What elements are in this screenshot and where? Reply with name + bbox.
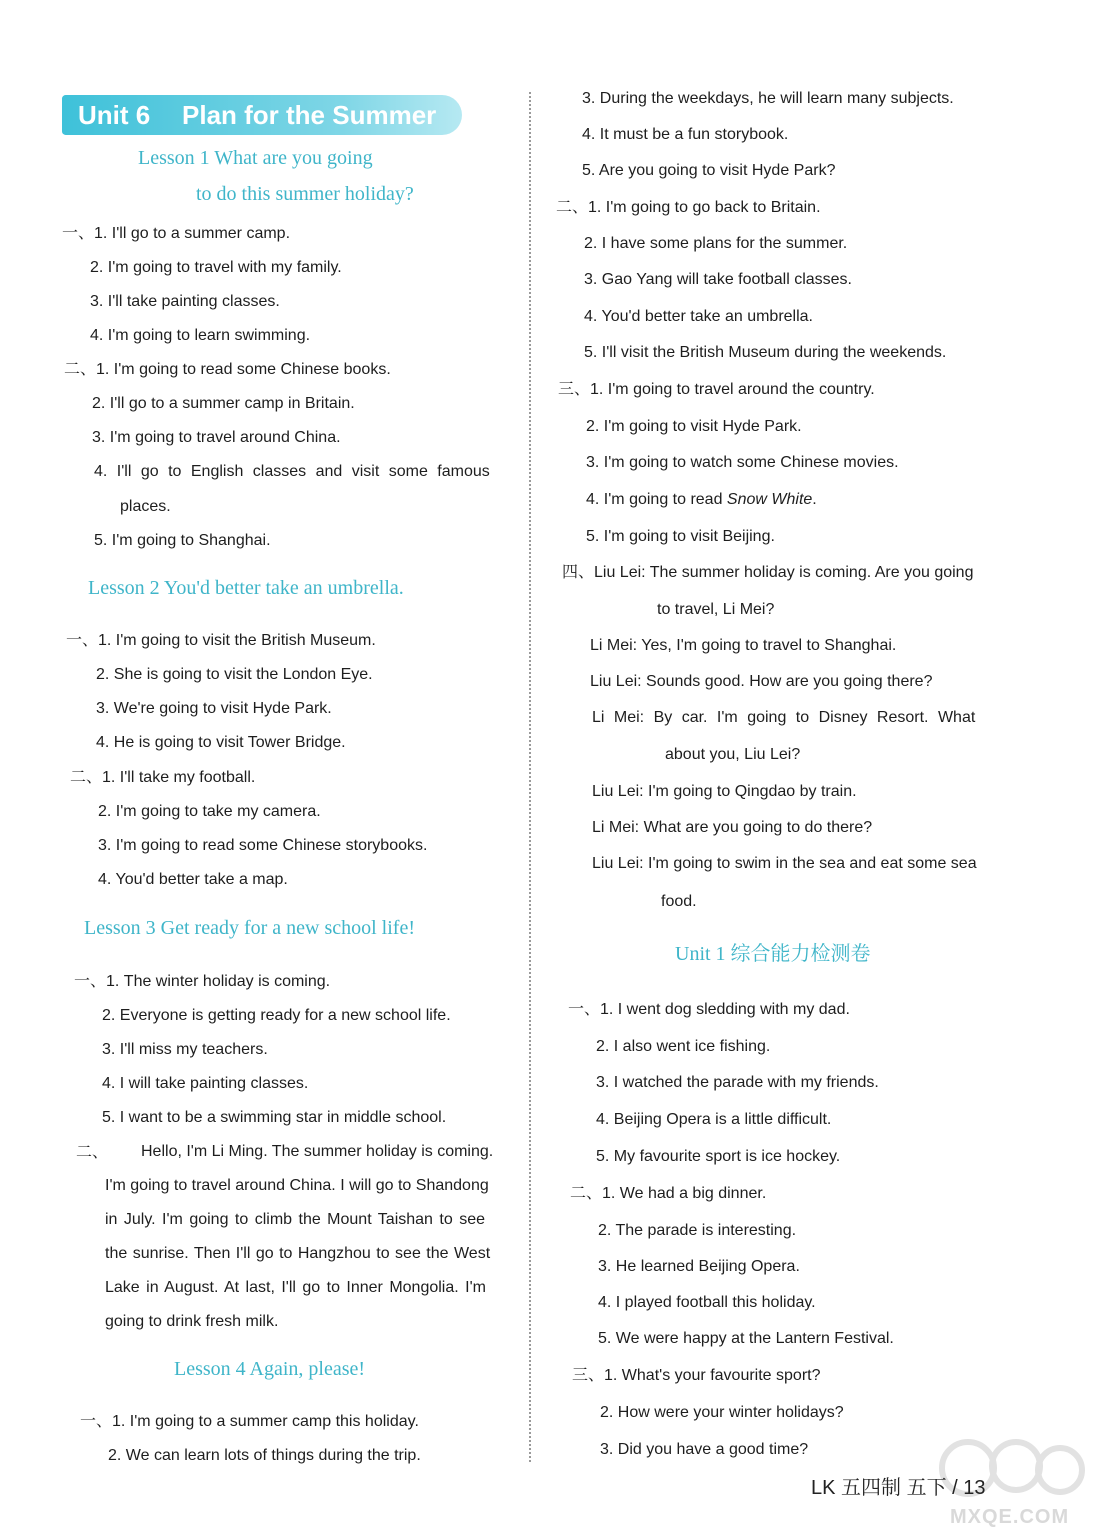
section-label: 二、 xyxy=(76,1144,109,1161)
unit-banner xyxy=(62,95,462,135)
passage-line: in July. I'm going to climb the Mount Taishan to see xyxy=(105,1211,485,1228)
lesson-3-heading: Lesson 3 Get ready for a new school life! xyxy=(84,917,415,939)
dialog-line: food. xyxy=(661,893,697,910)
answer-line: 二、1. I'm going to go back to Britain. xyxy=(556,199,821,216)
answer-line: 一、1. I'll go to a summer camp. xyxy=(62,225,291,242)
answer-line: 5. My favourite sport is ice hockey. xyxy=(596,1148,841,1165)
unit-title: Plan for the Summer xyxy=(182,100,437,130)
dialog-line: Liu Lei: I'm going to Qingdao by train. xyxy=(592,783,857,800)
dialog-line: about you, Liu Lei? xyxy=(665,746,801,763)
answer-line: 一、1. The winter holiday is coming. xyxy=(74,973,331,990)
answer-line: 一、1. I'm going to a summer camp this holiday. xyxy=(80,1413,419,1430)
lesson-1-heading: Lesson 1 What are you going xyxy=(138,147,373,169)
answer-line: 4. You'd better take an umbrella. xyxy=(584,308,813,325)
answer-text: . xyxy=(812,491,817,508)
lesson-2-heading: Lesson 2 You'd better take an umbrella. xyxy=(88,577,404,599)
answer-line: 4. I played football this holiday. xyxy=(598,1294,816,1311)
answer-line: 3. Did you have a good time? xyxy=(600,1441,809,1458)
answer-line: 3. I'm going to watch some Chinese movies. xyxy=(586,454,899,471)
answer-line: 5. I'm going to Shanghai. xyxy=(94,532,271,549)
answer-line: 5. I'll visit the British Museum during the weekends. xyxy=(584,344,947,361)
watermark-text: MXQE.COM xyxy=(950,1506,1070,1528)
dialog-line: Li Mei: Yes, I'm going to travel to Shanghai. xyxy=(590,637,897,654)
lesson-4-heading: Lesson 4 Again, please! xyxy=(174,1358,366,1380)
answer-line: 3. We're going to visit Hyde Park. xyxy=(96,700,332,717)
answer-line: 一、1. I'm going to visit the British Museum. xyxy=(66,632,376,649)
answer-line: 三、1. What's your favourite sport? xyxy=(572,1367,821,1384)
answer-line: 2. How were your winter holidays? xyxy=(600,1404,844,1421)
answer-line: 二、1. I'll take my football. xyxy=(70,769,256,786)
answer-line: 5. We were happy at the Lantern Festival. xyxy=(598,1330,894,1347)
answer-line: 2. I also went ice fishing. xyxy=(596,1038,771,1055)
answer-line: 2. Everyone is getting ready for a new school life. xyxy=(102,1007,451,1024)
passage-line: Lake in August. At last, I'll go to Inner Mongolia. I'm xyxy=(105,1279,486,1296)
lesson-1-heading-cont: to do this summer holiday? xyxy=(196,183,414,205)
answer-line: places. xyxy=(120,498,171,515)
answer-line: 3. He learned Beijing Opera. xyxy=(598,1258,800,1275)
dialog-line: Li Mei: What are you going to do there? xyxy=(592,819,873,836)
dialog-line: Li Mei: By car. I'm going to Disney Resort. What xyxy=(592,709,976,726)
answer-line: 二、1. I'm going to read some Chinese books. xyxy=(64,361,391,378)
answer-line: 5. I'm going to visit Beijing. xyxy=(586,528,775,545)
answer-line: 2. The parade is interesting. xyxy=(598,1222,797,1239)
unit-number: Unit 6 xyxy=(78,100,151,130)
dialog-line: 四、Liu Lei: The summer holiday is coming. Are you going xyxy=(562,564,974,581)
passage-line: going to drink fresh milk. xyxy=(105,1313,279,1330)
answer-line: 5. Are you going to visit Hyde Park? xyxy=(582,162,836,179)
answer-line: 4. You'd better take a map. xyxy=(98,871,288,888)
answer-line: 4. I will take painting classes. xyxy=(102,1075,309,1092)
answer-line: 4. He is going to visit Tower Bridge. xyxy=(96,734,346,751)
answer-line: 2. She is going to visit the London Eye. xyxy=(96,666,373,683)
dialog-line: Liu Lei: I'm going to swim in the sea and eat some sea xyxy=(592,855,977,872)
answer-text: 4. I'm going to read xyxy=(586,491,727,508)
answer-line: 4. Beijing Opera is a little difficult. xyxy=(596,1111,832,1128)
answer-line: 3. I'll take painting classes. xyxy=(90,293,280,310)
answer-line: 一、1. I went dog sledding with my dad. xyxy=(568,1001,850,1018)
answer-line: 3. I'm going to read some Chinese storybooks. xyxy=(98,837,428,854)
unit-1-test-heading: Unit 1 综合能力检测卷 xyxy=(675,943,871,965)
answer-line: 5. I want to be a swimming star in middle school. xyxy=(102,1109,447,1126)
answer-line: 2. I'm going to visit Hyde Park. xyxy=(586,418,802,435)
answer-line: 3. During the weekdays, he will learn many subjects. xyxy=(582,90,954,107)
passage-line: I'm going to travel around China. I will go to Shandong xyxy=(105,1177,489,1194)
answer-line: 三、1. I'm going to travel around the country. xyxy=(558,381,875,398)
page-footer: LK 五四制 五下 / 13 xyxy=(811,1477,986,1499)
answer-line: 二、1. We had a big dinner. xyxy=(570,1185,767,1202)
answer-line: 2. I'm going to take my camera. xyxy=(98,803,321,820)
dialog-line: to travel, Li Mei? xyxy=(657,601,775,618)
answer-line xyxy=(586,489,817,511)
passage-line: the sunrise. Then I'll go to Hangzhou to see the West xyxy=(105,1245,491,1262)
answer-line: 3. I watched the parade with my friends. xyxy=(596,1074,879,1091)
answer-line: 2. I'll go to a summer camp in Britain. xyxy=(92,395,355,412)
answer-line: 2. We can learn lots of things during the trip. xyxy=(108,1447,421,1464)
answer-line: 2. I'm going to travel with my family. xyxy=(90,259,342,276)
answer-line: 4. I'm going to learn swimming. xyxy=(90,327,311,344)
dialog-line: Liu Lei: Sounds good. How are you going there? xyxy=(590,673,933,690)
passage-line: Hello, I'm Li Ming. The summer holiday is coming. xyxy=(141,1143,494,1160)
answer-line: 2. I have some plans for the summer. xyxy=(584,235,848,252)
answer-line: 4. It must be a fun storybook. xyxy=(582,126,789,143)
column-divider xyxy=(529,92,531,1462)
answer-line: 4. I'll go to English classes and visit some famous xyxy=(94,463,490,480)
answer-line: 3. Gao Yang will take football classes. xyxy=(584,271,852,288)
book-title: Snow White xyxy=(726,491,813,508)
answer-line: 3. I'm going to travel around China. xyxy=(92,429,341,446)
answer-line: 3. I'll miss my teachers. xyxy=(102,1041,268,1058)
